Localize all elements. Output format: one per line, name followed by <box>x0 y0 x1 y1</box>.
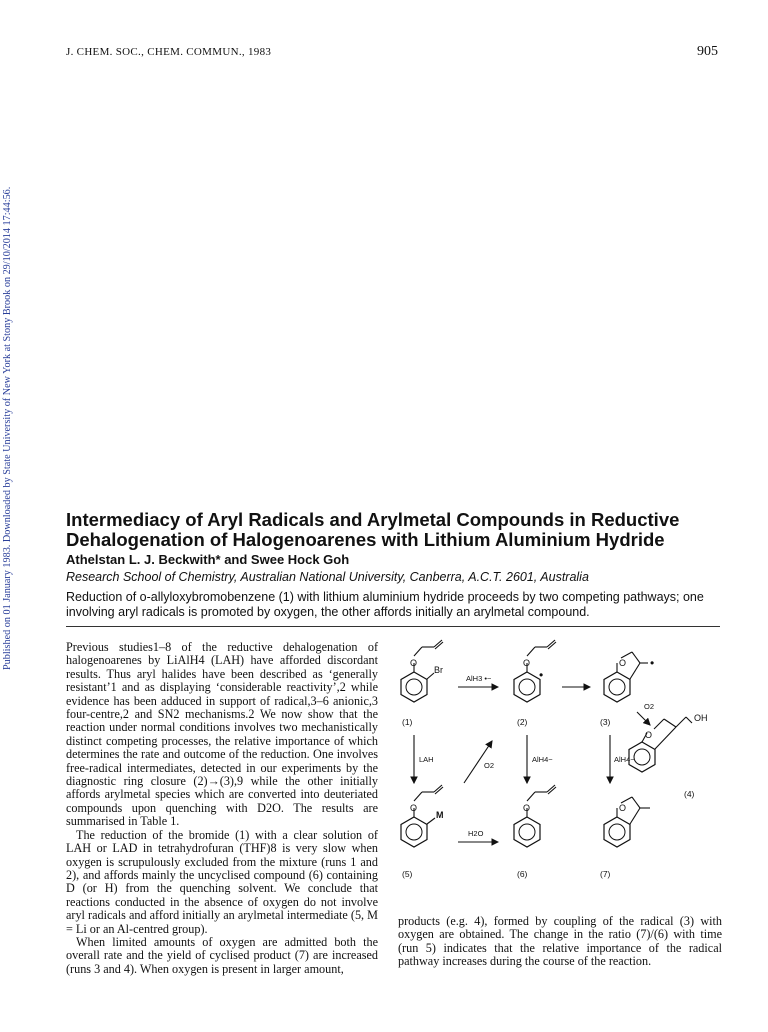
reagent-lah: LAH <box>419 755 434 764</box>
reagent-o2: O2 <box>484 761 495 770</box>
compound-label-5: (5) <box>402 869 413 879</box>
reagent-alh4: AlH4− <box>532 755 553 764</box>
arrow-3-to-4 <box>637 712 650 725</box>
compound-label-4: (4) <box>684 789 695 799</box>
compound-label-6: (6) <box>517 869 528 879</box>
body-paragraph: When limited amounts of oxygen are admitted both the overall rate and the yield of cyclised product (7) are increased (runs 3 and 4). When oxygen is present in larger amount, <box>66 934 378 976</box>
oxygen-atom: O <box>645 730 653 740</box>
metal-atom: M <box>436 810 444 820</box>
download-watermark-text[interactable]: Published on 01 January 1983. Downloaded by State University of New York at Stony Brook on 29/10/2014 17:44:56. <box>2 186 13 670</box>
article-affiliation: Research School of Chemistry, Australian National University, Canberra, A.C.T. 2601, Australia <box>66 570 589 584</box>
compound-4-structure <box>629 717 692 772</box>
compound-label-3: (3) <box>600 717 611 727</box>
oxygen-atom: O <box>410 658 418 668</box>
article-authors: Athelstan L. J. Beckwith* and Swee Hock Goh <box>66 552 350 567</box>
radical-dot: • <box>539 668 544 682</box>
reagent-alh4: AlH4− <box>614 755 635 764</box>
radical-dot: • <box>650 656 655 670</box>
oxygen-atom: O <box>619 658 627 668</box>
compound-label-2: (2) <box>517 717 528 727</box>
body-paragraph: Previous studies1–8 of the reductive dehalogenation of halogenoarenes by LiAlH4 (LAH) have afforded discordant results. Thus aryl halides have been described as ‘generally resistant’1 and as displaying ‘considerable reactivity’,2 while evidence has been adduced in support of radical,3–6 anionic,3 four-centre,2 and SN2 mechanisms.2 We now show that the reaction under normal conditions involves two mechanistically distinct competing processes, the relative importance of which determines the rate and outcome of the reduction. One involves free-radical intermediates, detected in our experiments by the diagnostic ring closure (2)→(3),9 while the other initially affords arylmetal species which are converted into deuteriated compounds upon quenching with D2O. The results are summarised in Table 1. <box>66 640 378 829</box>
article-abstract: Reduction of o-allyloxybromobenzene (1) with lithium aluminium hydride proceeds by two competing pathways; one involving aryl radicals is promoted by oxygen, the other affords initially an arylmetal compound. <box>66 590 704 619</box>
body-column-right <box>398 915 722 969</box>
hydroxyl-group: OH <box>694 713 708 723</box>
reagent-h2o: H2O <box>468 829 484 838</box>
oxygen-atom: O <box>619 803 627 813</box>
body-paragraph: The reduction of the bromide (1) with a clear solution of LAH or LAD in tetrahydrofuran (THF)8 is very slow when oxygen is scrupulously excluded from the mixture (runs 1 and 2), and affords mainly the uncyclised compound (6) containing D (or H) from the quenching solvent. We conclude that reactions conducted in the absence of oxygen do not involve aryl radicals and afford initially an arylmetal intermediate (5, M = Li or an Al-centred group). <box>66 827 378 936</box>
article-title: Intermediacy of Aryl Radicals and Arylmetal Compounds in Reductive Dehalogenation of Halogenoarenes with Lithium Aluminium Hydride <box>66 509 680 550</box>
compound-7-structure <box>604 797 650 847</box>
reaction-scheme <box>392 637 732 889</box>
compound-6-structure <box>514 785 556 847</box>
oxygen-atom: O <box>523 658 531 668</box>
bromine-atom: Br <box>434 665 443 675</box>
oxygen-atom: O <box>410 803 418 813</box>
body-column-left <box>66 641 378 976</box>
download-watermark <box>2 130 16 670</box>
compound-label-1: (1) <box>402 717 413 727</box>
running-header: J. CHEM. SOC., CHEM. COMMUN., 1983 <box>66 46 272 58</box>
abstract-divider <box>66 626 720 627</box>
reagent-alh3: AlH3 •− <box>466 674 492 683</box>
compound-label-7: (7) <box>600 869 611 879</box>
page-number: 905 <box>697 44 718 59</box>
oxygen-atom: O <box>523 803 531 813</box>
compound-2-structure <box>514 640 556 702</box>
reagent-o2: O2 <box>644 702 655 711</box>
body-paragraph: products (e.g. 4), formed by coupling of the radical (3) with oxygen are obtained. The change in the ratio (7)/(6) with time (run 5) indicates that the relative importance of the radical pathway increases during the course of the reaction. <box>398 914 722 969</box>
